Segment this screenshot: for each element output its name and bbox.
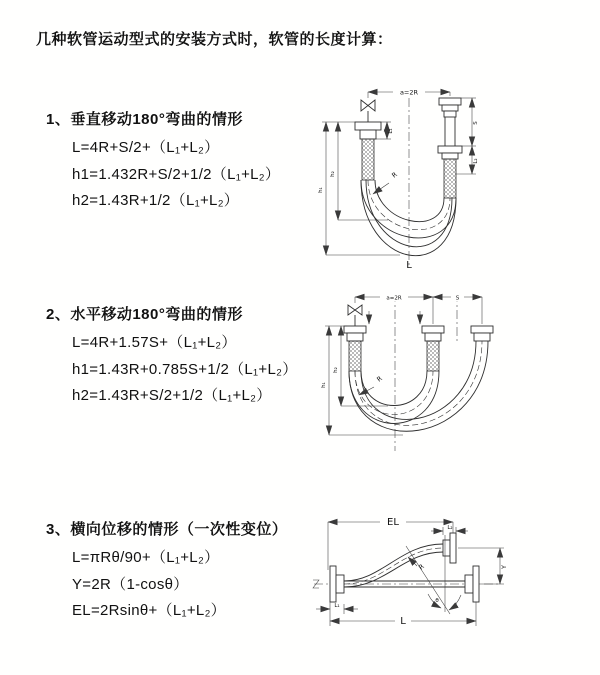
dim-label-s: S [455,295,460,302]
dim-label-s: S [473,121,479,125]
dim-label-l: L [406,260,412,271]
right-fitting [471,326,493,341]
dimension-l2 [431,525,468,535]
dim-label-h2: h₂ [330,171,336,177]
dimension-a2r [355,293,433,325]
hose-u-bend [361,180,456,256]
dim-label-el: EL [387,517,399,528]
formula-line: L=4R+S/2+（L₁+L₂） [72,139,220,156]
dimension-a2r [368,88,450,99]
dimension-s [461,98,479,146]
section-1-heading: 1、垂直移动180°弯曲的情形 [46,111,243,128]
dim-label-r: R [417,562,426,572]
section-2 [46,303,298,410]
dim-label-r: R [375,374,384,384]
dim-label-h1: h₁ [318,187,324,193]
formula-line: h1=1.43R+0.785S+1/2（L₁+L₂） [72,360,298,378]
valve-icon [361,100,375,122]
formula-line: EL=2Rsinθ+（L₁+L₂） [72,602,226,619]
dim-label-h2: h₂ [333,367,339,373]
diagram-vertical-180-bend [300,78,590,273]
formula-line: L=πRθ/90+（L₁+L₂） [72,549,220,566]
dimension-s [433,293,482,325]
dim-label-l1: L₁ [388,128,394,134]
formula-line: L=4R+1.57S+（L₁+L₂） [72,334,237,351]
dim-label-l2: L₂ [473,158,479,164]
dim-label-a2r: a=2R [399,88,419,97]
section-1-formulas [46,135,280,215]
flange-leader-arrows [369,311,420,324]
formula-line: Y=2R（1-cosθ） [72,575,189,593]
section-3 [46,518,287,625]
dimension-l1 [316,603,358,614]
formula-line: h1=1.432R+S/2+1/2（L₁+L₂） [72,165,281,183]
right-flange [465,566,479,602]
dimension-el [328,513,453,570]
section-3-heading: 3、横向位移的情形（一次性变位） [46,521,288,538]
left-fitting [344,326,366,371]
dim-label-y: Y [500,565,508,569]
dimension-h2 [330,122,388,220]
section-2-heading: 2、水平移动180°弯曲的情形 [46,306,243,323]
dim-label-l: L [400,616,406,627]
dim-label-r: R [390,170,399,180]
formula-line: h2=1.43R+S/2+1/2（L₁+L₂） [72,387,272,404]
dim-label-l2: L₂ [447,525,453,531]
dim-label-theta: θ [435,598,439,604]
page-title: 几种软管运动型式的安装方式时，软管的长度计算： [36,31,393,48]
diagram-horizontal-180-bend [303,283,585,468]
radius-leader [408,557,426,572]
dim-label-h1: h₁ [321,382,327,388]
left-flange [330,566,344,602]
left-fitting [355,122,381,180]
hose-u-position-2 [349,341,488,431]
section-2-formulas [46,330,298,410]
dim-label-l1: L₁ [334,603,340,609]
radius-leader [373,170,399,194]
centerline [395,293,457,451]
middle-fitting [422,326,444,371]
valve-icon [348,305,362,326]
dim-label-a2r: a=2R [386,295,402,302]
diagram-lateral-displacement [300,500,565,670]
formula-line: h2=1.43R+1/2（L₁+L₂） [72,192,240,209]
section-3-formulas [46,545,287,625]
right-fitting [438,98,462,198]
section-1 [46,108,280,215]
hose-u-position-1 [349,371,439,424]
